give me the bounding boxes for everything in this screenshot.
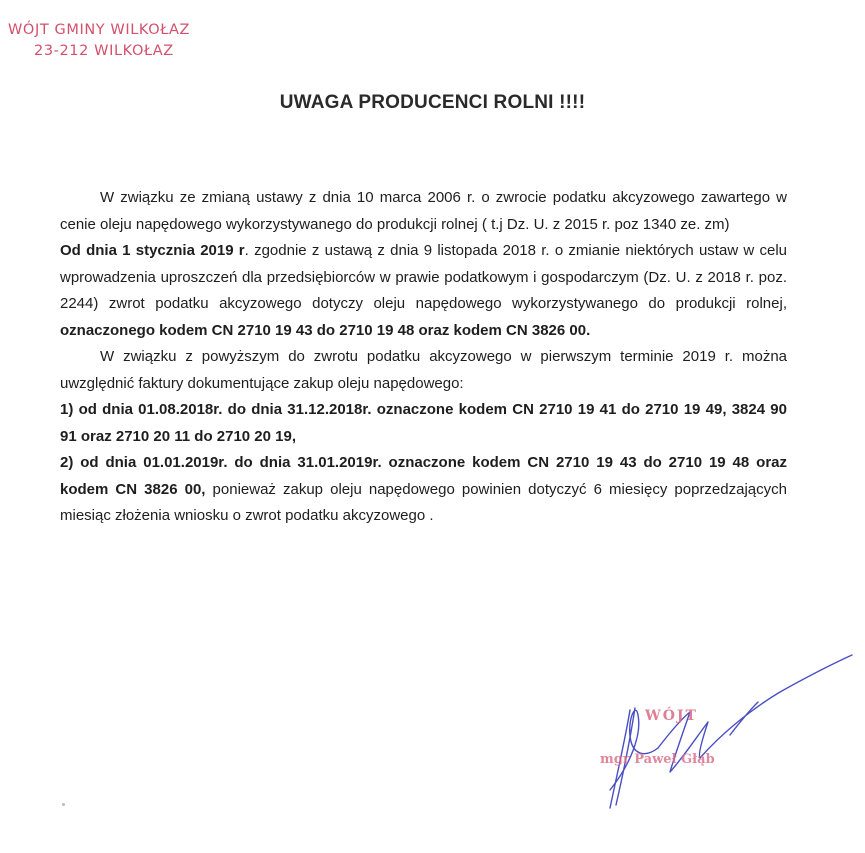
paragraph-intro: W związku ze zmianą ustawy z dnia 10 marca 2006 r. o zwrocie podatku akcyzowego zawartego w cenie oleju napędowego wykorzystywanego do produkcji rolnej ( t.j Dz. U. z 2015 r. poz 1340 ze. zm) <box>60 189 787 233</box>
period-1-bold: 1) od dnia 01.08.2018r. do dnia 31.12.2018r. oznaczone kodem CN 2710 19 41 do 2710 19 49, 3824 90 91 oraz 2710 20 11 do 2710 20 19, <box>60 401 787 445</box>
list-item-period-1 <box>60 397 787 450</box>
period-2-text: ponieważ zakup oleju napędowego powinien dotyczyć 6 miesięcy poprzedzających miesiąc złożenia wniosku o zwrot podatku akcyzowego . <box>60 480 787 524</box>
document-body <box>60 185 787 530</box>
scan-speck <box>62 803 65 806</box>
list-item-period-2 <box>60 450 787 530</box>
signature-block <box>590 640 865 820</box>
paragraph-law-change <box>60 238 787 344</box>
law-change-text: . zgodnie z ustawą z dnia 9 listopada 2018 r. o zmianie niektórych ustaw w celu wprowadzenia uproszczeń dla przedsiębiorców w prawie podatkowym i gospodarczym (Dz. U. z 2018 r. poz. 2244) zwrot podatku akcyzowego dotyczy oleju napędowego wykorzystywanego do produkcji rolnej, <box>60 242 787 312</box>
signature-stamp-title: WÓJT <box>645 708 698 724</box>
effective-date-bold: Od dnia 1 stycznia 2019 r <box>60 242 245 259</box>
page-title: UWAGA PRODUCENCI ROLNI !!!! <box>279 92 586 113</box>
paragraph-invoices: W związku z powyższym do zwrotu podatku akcyzowego w pierwszym terminie 2019 r. można uwzględnić faktury dokumentujące zakup oleju napędowego: <box>60 348 787 392</box>
handwritten-signature <box>590 640 865 820</box>
office-stamp <box>8 20 190 62</box>
office-stamp-line1: WÓJT GMINY WILKOŁAZ <box>8 22 191 38</box>
office-stamp-line2: 23-212 WILKOŁAZ <box>34 43 174 59</box>
signature-stamp-name: mgr Paweł Głąb <box>600 752 715 767</box>
cn-codes-bold: oznaczonego kodem CN 2710 19 43 do 2710 19 48 oraz kodem CN 3826 00. <box>60 321 591 339</box>
period-2-bold: 2) od dnia 01.01.2019r. do dnia 31.01.2019r. oznaczone kodem CN 2710 19 43 do 2710 19 48 oraz kodem CN 3826 00, <box>60 454 787 498</box>
